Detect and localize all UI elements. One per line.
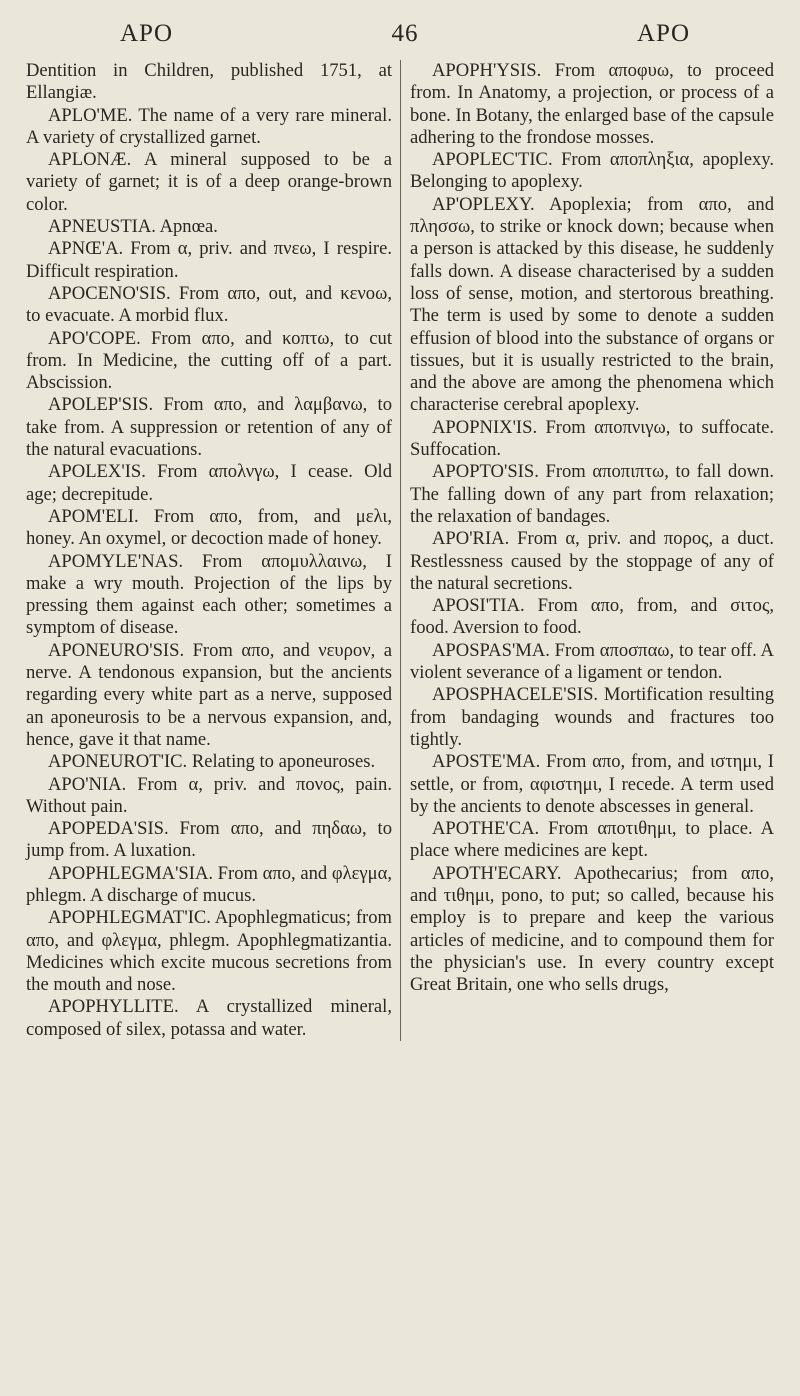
dictionary-entry: APOPH'YSIS. From αποφυω, to proceed from. In Anatomy, a projection, or process of a bone. In Botany, the enlarged base of the capsule adhering to the frondose mosses.	[410, 60, 775, 148]
dictionary-entry: APOLEP'SIS. From απο, and λαμβανω, to take from. A suppression or retention of any of the natural evacuations.	[26, 394, 392, 461]
left-column	[26, 60, 400, 1041]
dictionary-entry: APNEUSTIA. Apnœa.	[48, 216, 218, 238]
dictionary-entry: APLO'ME. The name of a very rare mineral. A variety of crystallized garnet.	[26, 104, 392, 148]
dictionary-entry: APOMYLE'NAS. From απομυλλαινω, I make a wry mouth. Projection of the lips by pressing them against each other; sometimes a symptom of disease.	[26, 550, 392, 639]
dictionary-entry: APOLEX'IS. From απολνγω, I cease. Old age; decrepitude.	[26, 461, 392, 505]
page-number: 46	[391, 20, 419, 47]
dictionary-entry: APOTH'ECARY. Apothecarius; from απο, and τιθημι, pono, to put; so called, because his employ is to prepare and keep the various articles of medicine, and to compound them for the physician's use. In every country except Great Britain, one who sells drugs,	[410, 862, 774, 996]
dictionary-entry: APONEURO'SIS. From απο, and νευρον, a nerve. A tendonous expansion, but the ancients regarding every white part as a nerve, supposed an aponeurosis to be a nervous expansion, and, hence, gave it that name.	[26, 639, 392, 750]
right-column	[400, 60, 774, 1041]
dictionary-entry: APO'NIA. From α, priv. and πονος, pain. Without pain.	[26, 773, 392, 817]
dictionary-entry: APOPHLEGMAT'IC. Apophlegmaticus; from απο, and φλεγμα, phlegm. Apophlegmatizantia. Medicines which excite mucous secretions from the mouth and nose.	[26, 907, 392, 996]
dictionary-entry: AP'OPLEXY. Apoplexia; from απο, and πλησσω, to strike or knock down; because when a person is attacked by this disease, he suddenly falls down. A disease characterised by a sudden loss of sense, motion, and stertorous breathing. The term is used by some to denote a sudden effusion of blood into the substance of organs or tissues, but it is usually restricted to the brain, and the above are among the phenomena which characterise cerebral apoplexy.	[410, 193, 774, 416]
dictionary-entry: APOPTO'SIS. From αποπιπτω, to fall down. The falling down of any part from relaxation; the relaxation of bandages.	[410, 461, 774, 527]
dictionary-entry: APOCENO'SIS. From απο, out, and κενοω, to evacuate. A morbid flux.	[26, 282, 392, 327]
dictionary-entry: APOPLEC'TIC. From αποπληξια, apoplexy. Belonging to apoplexy.	[410, 149, 774, 193]
dictionary-entry: APOSPAS'MA. From αποσπαω, to tear off. A violent severance of a ligament or tendon.	[410, 639, 774, 684]
dictionary-entry: APO'RIA. From α, priv. and πορος, a duct. Restlessness caused by the stoppage of any of the natural secretions.	[410, 528, 774, 594]
dictionary-entry: APOTHE'CA. From αποτιθημι, to place. A place where medicines are kept.	[410, 818, 774, 862]
columns	[26, 60, 778, 1041]
dictionary-entry: Dentition in Children, published 1751, at Ellangiæ.	[26, 60, 392, 104]
dictionary-entry: APOSPHACELE'SIS. Mortification resulting from bandaging wounds and fractures too tightly.	[410, 684, 774, 750]
dictionary-entry: APOPNIX'IS. From αποπνιγω, to suffocate. Suffocation.	[410, 416, 774, 461]
running-head-left: APO	[120, 20, 174, 47]
dictionary-entry: APOPEDA'SIS. From απο, and πηδαω, to jump from. A luxation.	[26, 818, 392, 862]
dictionary-entry: APLONÆ. A mineral supposed to be a variety of garnet; it is of a deep orange-brown color.	[26, 149, 392, 215]
dictionary-entry: APOPHYLLITE. A crystallized mineral, composed of silex, potassa and water.	[26, 996, 392, 1040]
dictionary-entry: APOSTE'MA. From απο, from, and ιστημι, I settle, or from, αφιστημι, I recede. A term used by the ancients to denote abscesses in general.	[410, 751, 774, 817]
running-head-right: APO	[636, 20, 690, 47]
running-head	[26, 20, 778, 54]
dictionary-entry: APO'COPE. From απο, and κοπτω, to cut from. In Medicine, the cutting off of a part. Abscission.	[26, 327, 392, 394]
dictionary-entry: APOM'ELI. From απο, from, and μελι, honey. An oxymel, or decoction made of honey.	[26, 505, 392, 550]
dictionary-entry: APNŒ'A. From α, priv. and πνεω, I respire. Difficult respiration.	[26, 238, 392, 282]
dictionary-entry: APOPHLEGMA'SIA. From απο, and φλεγμα, phlegm. A discharge of mucus.	[26, 862, 392, 906]
dictionary-entry: APONEUROT'IC. Relating to aponeuroses.	[48, 751, 376, 773]
dictionary-entry: APOSI'TIA. From απο, from, and σιτος, food. Aversion to food.	[410, 595, 774, 639]
